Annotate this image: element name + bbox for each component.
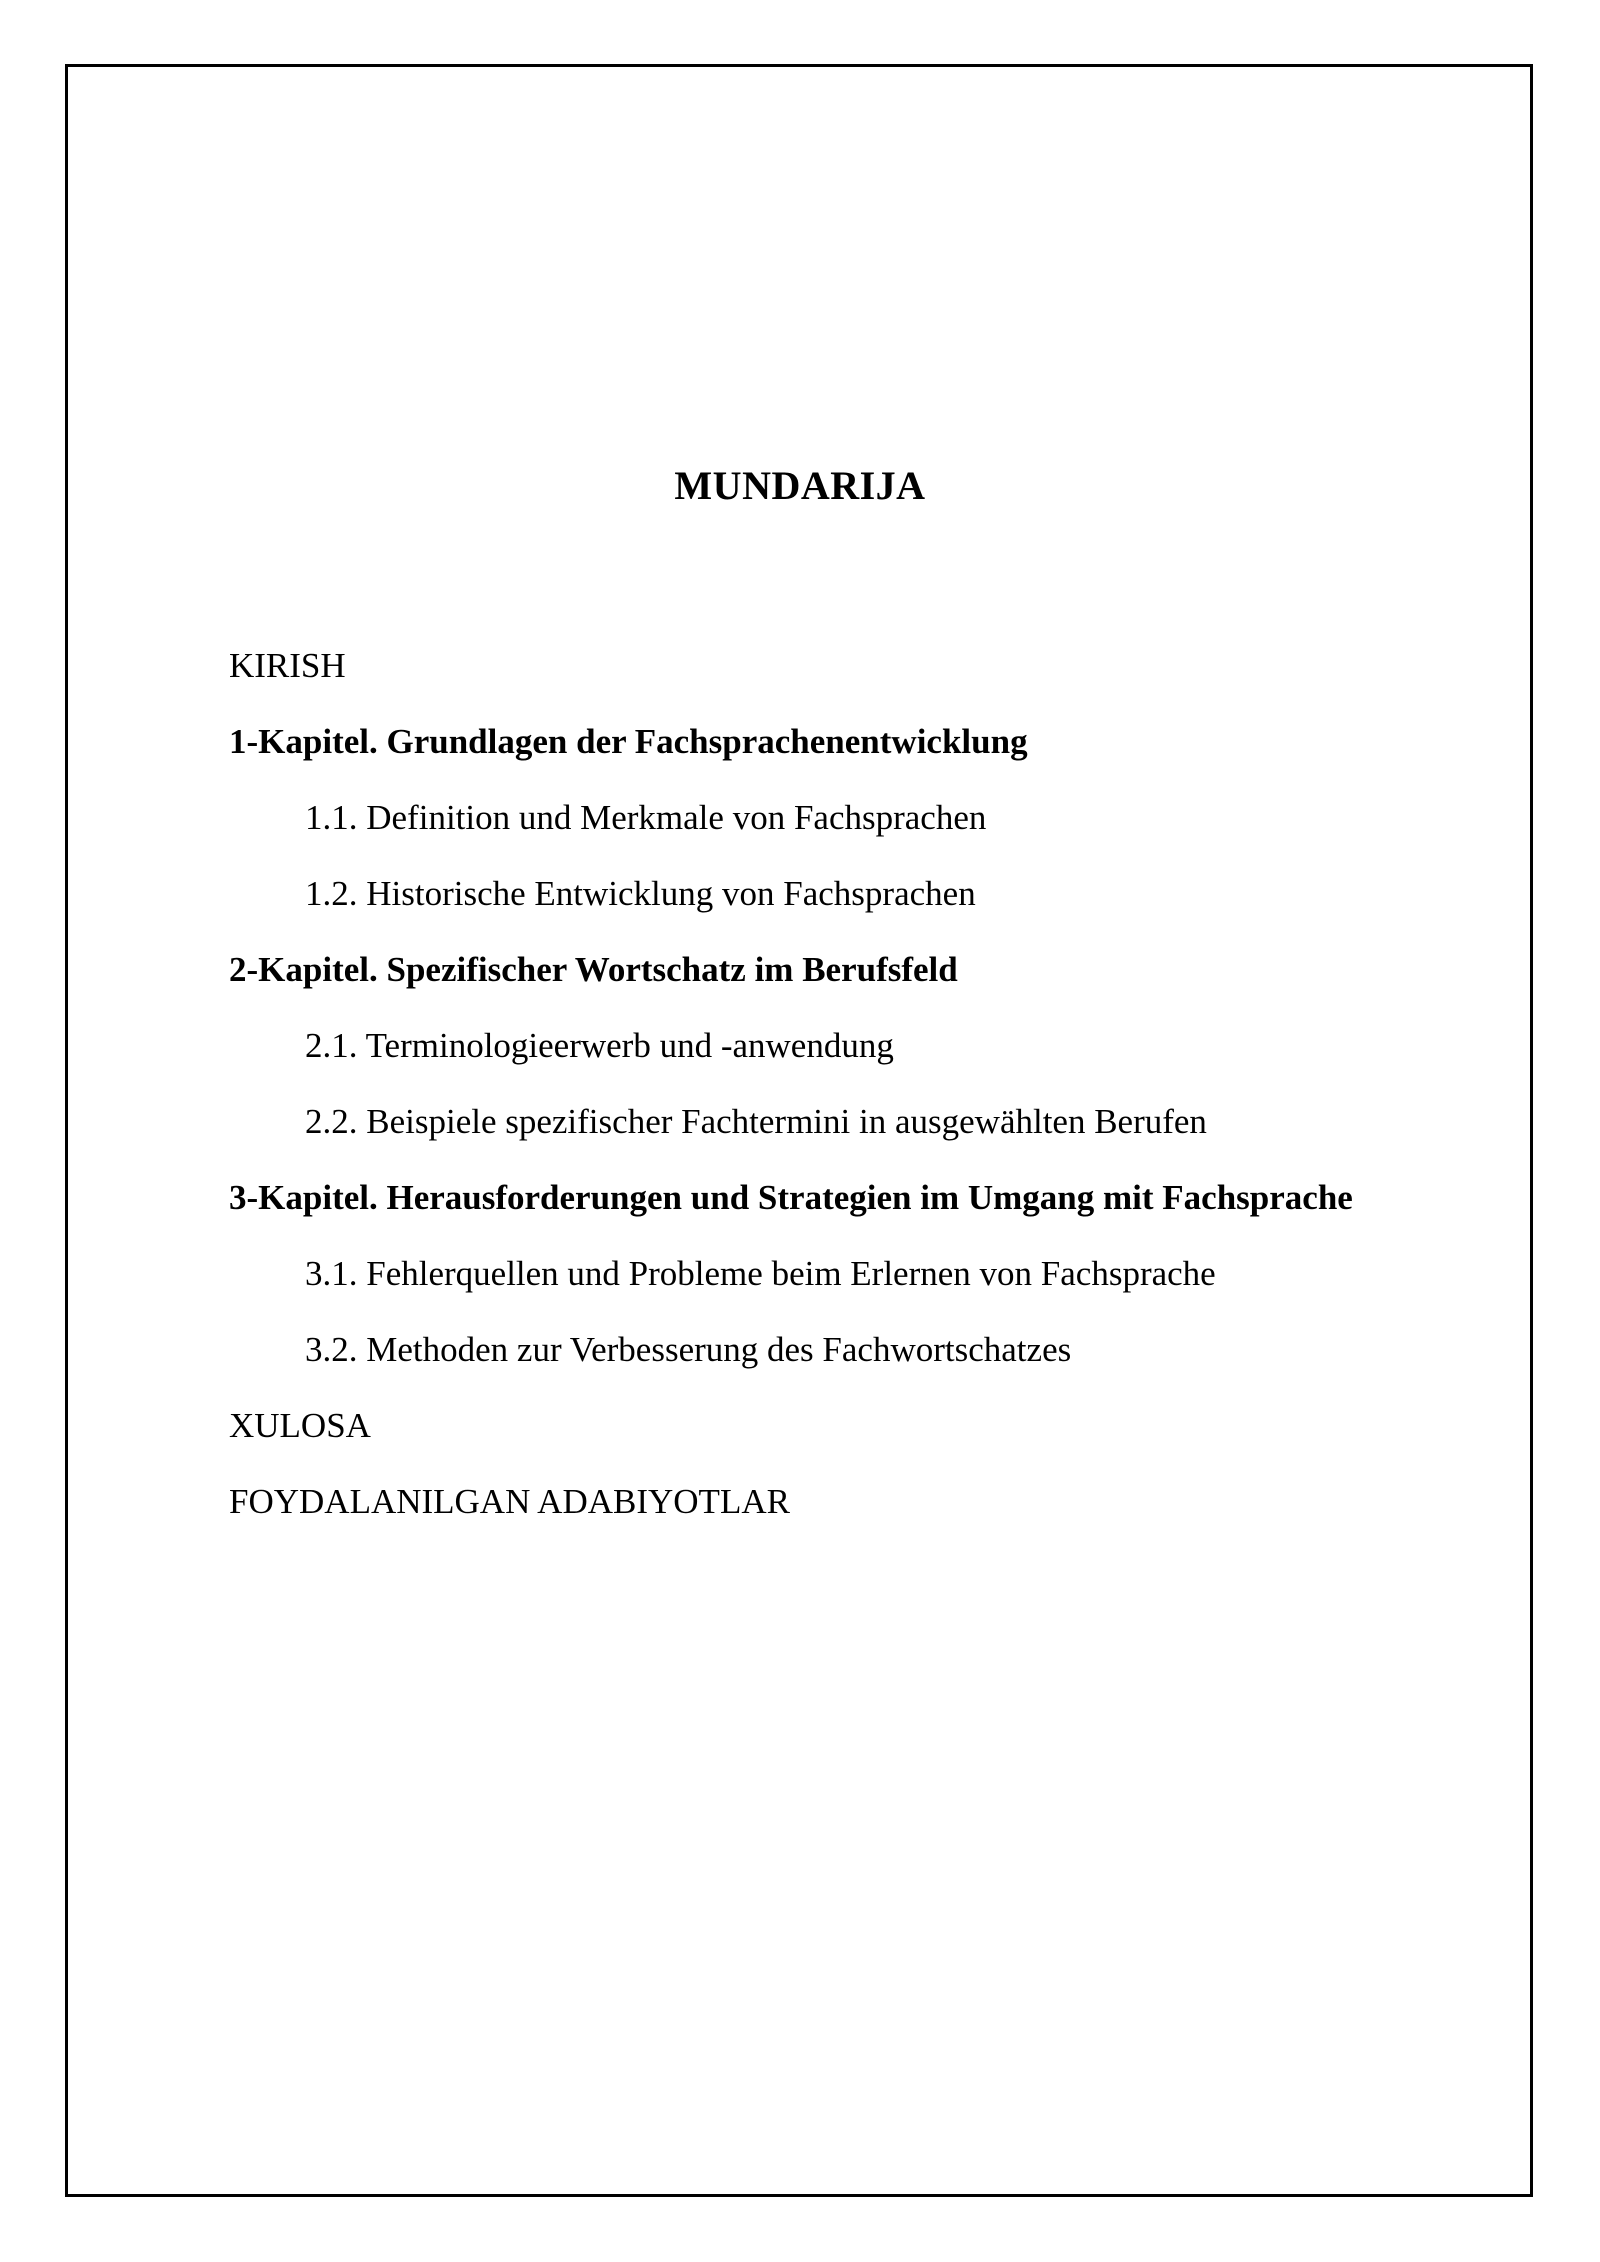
toc-entry-conclusion: XULOSA	[229, 1406, 371, 1445]
toc-entry-section-2-1: 2.1. Terminologieerwerb und -anwendung	[305, 1026, 894, 1065]
toc-entry-section-3-1: 3.1. Fehlerquellen und Probleme beim Erlernen von Fachsprache	[305, 1254, 1216, 1293]
toc-entry-introduction: KIRISH	[229, 646, 346, 685]
toc-entry-chapter-3: 3-Kapitel. Herausforderungen und Strategien im Umgang mit Fachsprache	[229, 1178, 1353, 1217]
toc-entry-section-3-2: 3.2. Methoden zur Verbesserung des Fachwortschatzes	[305, 1330, 1072, 1369]
toc-entry-chapter-1: 1-Kapitel. Grundlagen der Fachsprachenentwicklung	[229, 722, 1028, 761]
toc-entry-section-2-2: 2.2. Beispiele spezifischer Fachtermini in ausgewählten Berufen	[305, 1102, 1207, 1141]
table-of-contents	[229, 640, 1353, 1552]
toc-entry-section-1-2: 1.2. Historische Entwicklung von Fachsprachen	[305, 874, 976, 913]
toc-title: MUNDARIJA	[674, 463, 926, 508]
toc-entry-bibliography: FOYDALANILGAN ADABIYOTLAR	[229, 1482, 790, 1521]
toc-entry-chapter-2: 2-Kapitel. Spezifischer Wortschatz im Berufsfeld	[229, 950, 958, 989]
toc-entry-section-1-1: 1.1. Definition und Merkmale von Fachsprachen	[305, 798, 987, 837]
